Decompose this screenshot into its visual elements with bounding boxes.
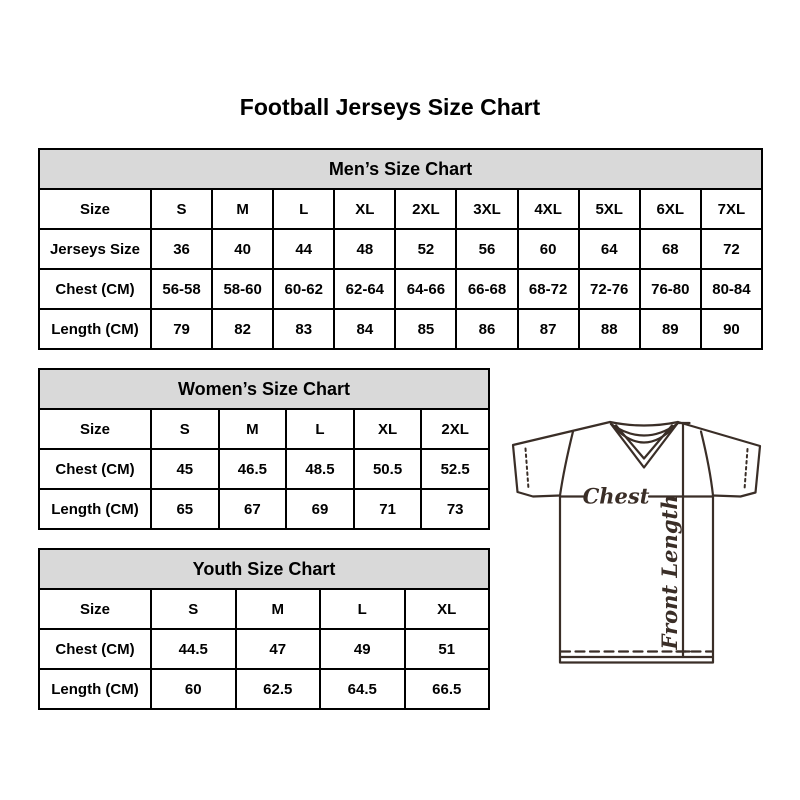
womens-size-table [38, 368, 490, 530]
cell: 60 [151, 669, 236, 709]
cell: M [212, 189, 273, 229]
row-label: Size [39, 409, 151, 449]
cell: 36 [151, 229, 212, 269]
row-label: Chest (CM) [39, 269, 151, 309]
cell: 72-76 [579, 269, 640, 309]
cell: 58-60 [212, 269, 273, 309]
cell: 44 [273, 229, 334, 269]
table-row [39, 549, 489, 589]
table-row [39, 669, 489, 709]
cell: 60 [518, 229, 579, 269]
cell: 45 [151, 449, 219, 489]
cell: 3XL [456, 189, 517, 229]
jersey-right-armhole [701, 432, 713, 496]
cell: 65 [151, 489, 219, 529]
jersey-body [560, 496, 713, 663]
cell: 2XL [421, 409, 489, 449]
cell: S [151, 189, 212, 229]
table-row [39, 589, 489, 629]
cell: 48 [334, 229, 395, 269]
cell: XL [334, 189, 395, 229]
cell: 80-84 [701, 269, 762, 309]
jersey-diagram [505, 400, 775, 670]
cell: 68-72 [518, 269, 579, 309]
cell: 56-58 [151, 269, 212, 309]
cell: 47 [236, 629, 321, 669]
cell: 48.5 [286, 449, 354, 489]
youth-size-table [38, 548, 490, 710]
jersey-left-armhole [560, 432, 573, 496]
table-row [39, 409, 489, 449]
cell: 84 [334, 309, 395, 349]
cell: 44.5 [151, 629, 236, 669]
cell: 67 [219, 489, 287, 529]
row-label: Length (CM) [39, 489, 151, 529]
cell: XL [354, 409, 422, 449]
cell: 60-62 [273, 269, 334, 309]
cell: 89 [640, 309, 701, 349]
cell: 88 [579, 309, 640, 349]
cell: 79 [151, 309, 212, 349]
cell: 82 [212, 309, 273, 349]
row-label: Length (CM) [39, 309, 151, 349]
jersey-right-cuff-stitch [745, 449, 748, 490]
table-row [39, 229, 762, 269]
cell: 5XL [579, 189, 640, 229]
cell: 7XL [701, 189, 762, 229]
cell: 4XL [518, 189, 579, 229]
cell: L [286, 409, 354, 449]
jersey-right-sleeve [678, 422, 760, 497]
table-row [39, 189, 762, 229]
cell: 64-66 [395, 269, 456, 309]
cell: 62.5 [236, 669, 321, 709]
table-row [39, 149, 762, 189]
cell: L [320, 589, 405, 629]
cell: 86 [456, 309, 517, 349]
cell: 56 [456, 229, 517, 269]
row-label: Chest (CM) [39, 629, 151, 669]
chest-label: Chest [582, 483, 650, 509]
jersey-collar [610, 422, 678, 426]
jersey-illustration [505, 400, 775, 670]
table-row [39, 369, 489, 409]
womens-table-title: Women’s Size Chart [39, 369, 489, 409]
row-label: Size [39, 189, 151, 229]
cell: 52.5 [421, 449, 489, 489]
cell: 40 [212, 229, 273, 269]
cell: XL [405, 589, 490, 629]
table-row [39, 629, 489, 669]
cell: 51 [405, 629, 490, 669]
cell: S [151, 589, 236, 629]
row-label: Chest (CM) [39, 449, 151, 489]
cell: 83 [273, 309, 334, 349]
cell: S [151, 409, 219, 449]
cell: 52 [395, 229, 456, 269]
cell: 46.5 [219, 449, 287, 489]
table-row [39, 489, 489, 529]
mens-table-title: Men’s Size Chart [39, 149, 762, 189]
cell: 72 [701, 229, 762, 269]
row-label: Jerseys Size [39, 229, 151, 269]
cell: 68 [640, 229, 701, 269]
cell: 66.5 [405, 669, 490, 709]
cell: 69 [286, 489, 354, 529]
cell: 50.5 [354, 449, 422, 489]
cell: M [236, 589, 321, 629]
cell: 73 [421, 489, 489, 529]
youth-table-title: Youth Size Chart [39, 549, 489, 589]
cell: 87 [518, 309, 579, 349]
cell: 66-68 [456, 269, 517, 309]
cell: L [273, 189, 334, 229]
cell: 76-80 [640, 269, 701, 309]
cell: M [219, 409, 287, 449]
mens-size-table [38, 148, 763, 350]
cell: 85 [395, 309, 456, 349]
row-label: Length (CM) [39, 669, 151, 709]
cell: 49 [320, 629, 405, 669]
cell: 6XL [640, 189, 701, 229]
cell: 64 [579, 229, 640, 269]
cell: 71 [354, 489, 422, 529]
table-row [39, 269, 762, 309]
page-title: Football Jerseys Size Chart [239, 94, 541, 120]
cell: 62-64 [334, 269, 395, 309]
table-row [39, 309, 762, 349]
front-length-label: Front Length [657, 494, 682, 650]
cell: 2XL [395, 189, 456, 229]
row-label: Size [39, 589, 151, 629]
jersey-left-cuff-stitch [526, 449, 529, 490]
cell: 90 [701, 309, 762, 349]
cell: 64.5 [320, 669, 405, 709]
table-row [39, 449, 489, 489]
